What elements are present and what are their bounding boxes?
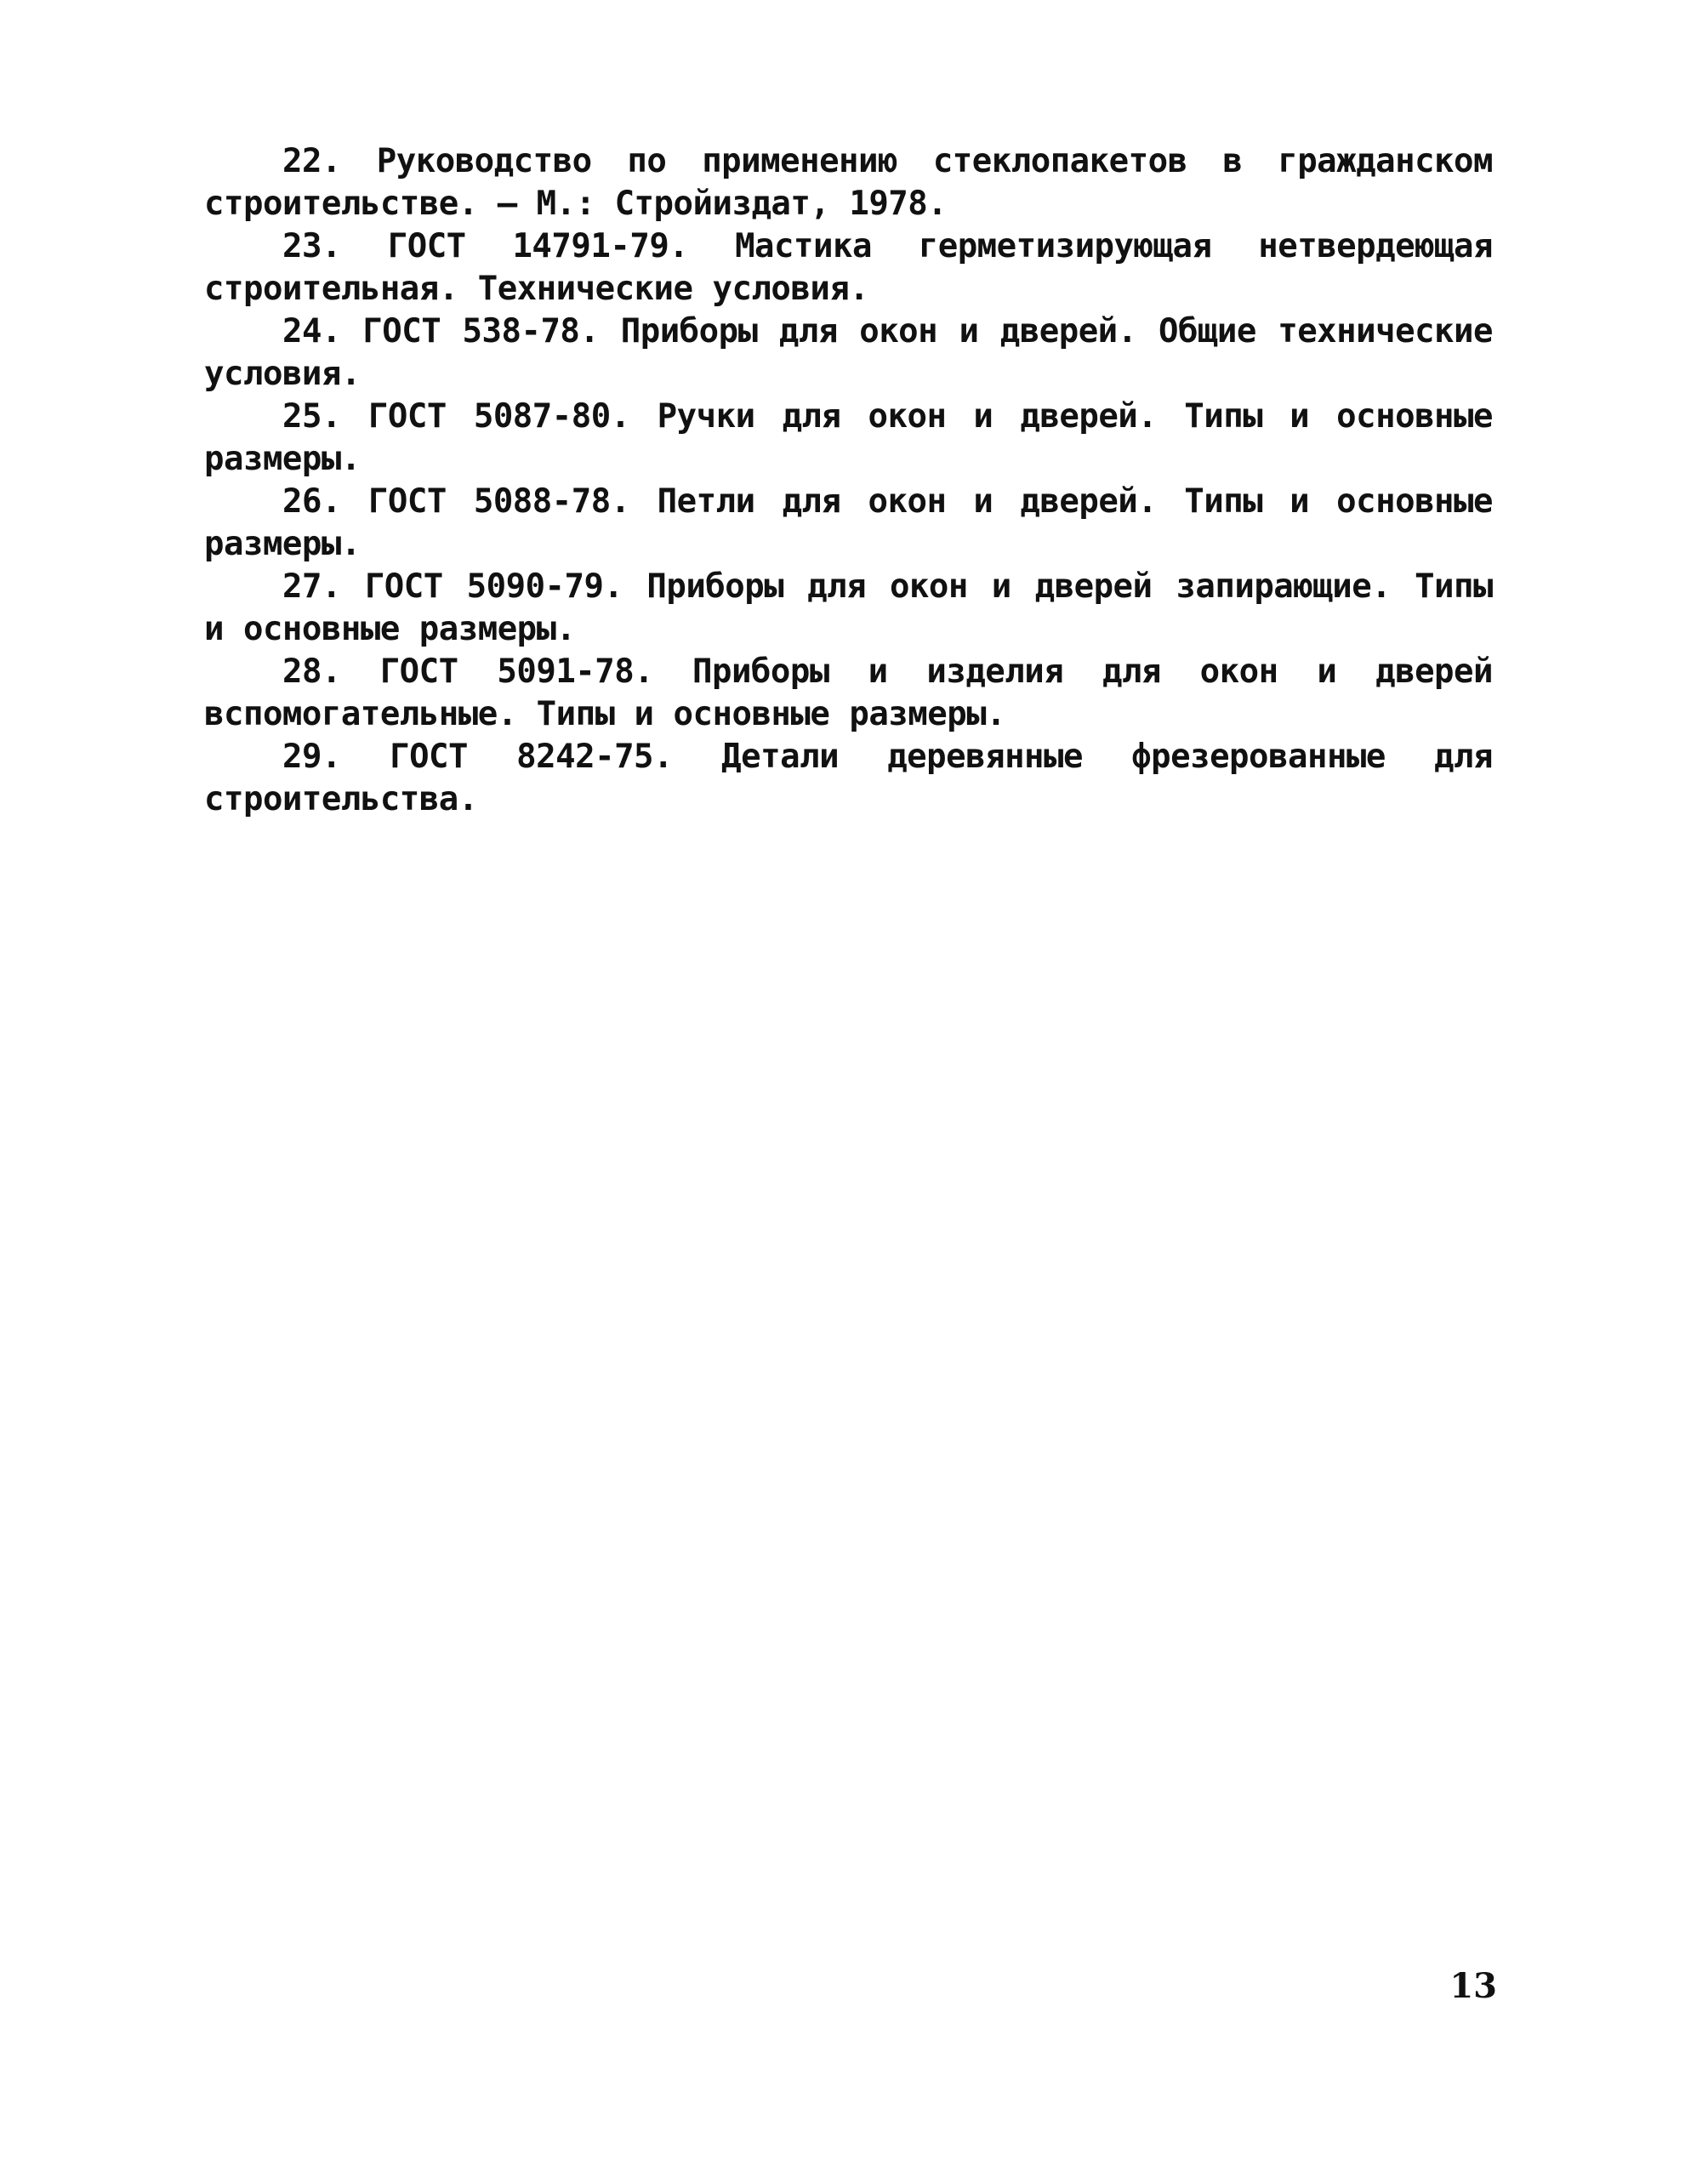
reference-item: 24. ГОСТ 538-78. Приборы для окон и дверей. Общие технические условия. xyxy=(204,312,1493,393)
reference-item: 26. ГОСТ 5088-78. Петли для окон и дверей. Типы и основные размеры. xyxy=(204,482,1493,563)
reference-list xyxy=(204,140,1493,821)
reference-item: 25. ГОСТ 5087-80. Ручки для окон и дверей. Типы и основные размеры. xyxy=(204,397,1493,478)
page-number: 13 xyxy=(1449,1966,1497,2006)
reference-item: 22. Руководство по применению стеклопакетов в гражданском строительстве. – М.: Стройиздат, 1978. xyxy=(204,142,1493,223)
reference-item: 23. ГОСТ 14791-79. Мастика герметизирующая нетвердеющая строительная. Технические условия. xyxy=(204,227,1493,308)
reference-item: 28. ГОСТ 5091-78. Приборы и изделия для окон и дверей вспомогательные. Типы и основные размеры. xyxy=(204,653,1493,733)
reference-item: 27. ГОСТ 5090-79. Приборы для окон и дверей запирающие. Типы и основные размеры. xyxy=(204,567,1493,648)
reference-item: 29. ГОСТ 8242-75. Детали деревянные фрезерованные для строительства. xyxy=(204,738,1493,818)
